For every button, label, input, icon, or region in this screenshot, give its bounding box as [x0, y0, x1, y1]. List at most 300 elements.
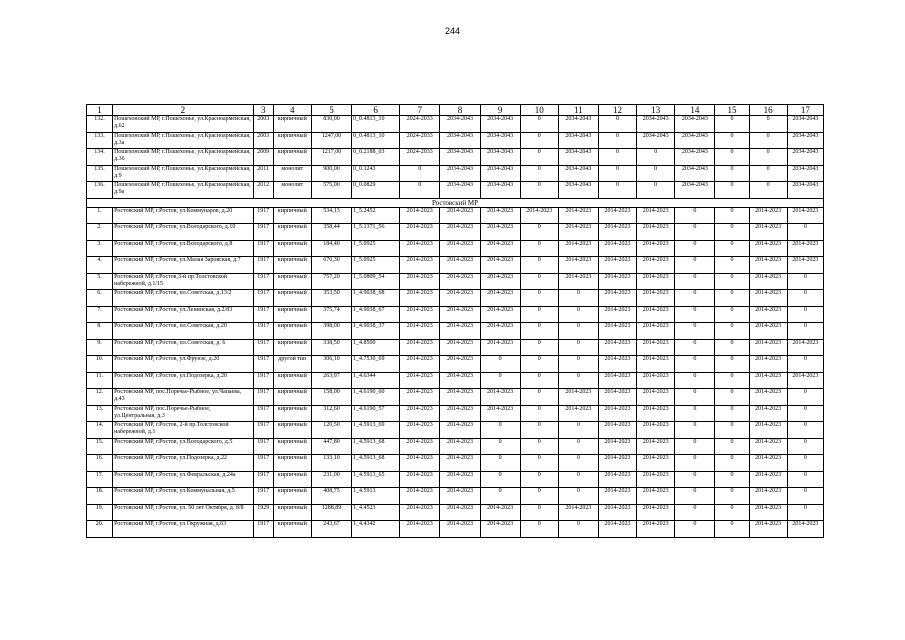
table-cell: 2014-2023 — [749, 372, 787, 389]
table-cell: 0 — [520, 356, 558, 373]
column-header-5: 5 — [311, 105, 351, 116]
column-header-8: 8 — [440, 105, 480, 116]
table-cell: 2003 — [253, 132, 273, 149]
column-header-11: 11 — [558, 105, 598, 116]
table-cell: 2014-2023 — [637, 240, 675, 257]
table-cell: 1917 — [253, 471, 273, 488]
table-cell: 2014-2023 — [480, 389, 520, 406]
table-cell: 447,80 — [311, 438, 351, 455]
table-cell: 2034-2043 — [558, 165, 598, 182]
table-cell: 1917 — [253, 405, 273, 422]
table-cell: 2034-2043 — [480, 182, 520, 199]
table-cell: 3. — [87, 240, 113, 257]
table-cell: 0 — [715, 405, 749, 422]
table-cell: 2014-2023 — [400, 471, 440, 488]
table-cell: 0 — [715, 257, 749, 274]
table-cell: 0 — [715, 224, 749, 241]
table-cell: 0 — [598, 165, 636, 182]
table-cell: 2014-2023 — [440, 356, 480, 373]
table-cell: 0 — [675, 306, 715, 323]
table-cell: 11. — [87, 372, 113, 389]
table-cell: 2014-2023 — [400, 488, 440, 505]
table-cell: 2014-2023 — [637, 372, 675, 389]
table-cell: 2014-2023 — [637, 504, 675, 521]
table-cell: 2014-2023 — [400, 438, 440, 455]
table-cell: 2014-2023 — [637, 405, 675, 422]
table-cell: 1917 — [253, 323, 273, 340]
column-header-7: 7 — [400, 105, 440, 116]
table-cell: 8. — [87, 323, 113, 340]
table-cell: 0 — [637, 165, 675, 182]
table-cell: 2014-2023 — [637, 488, 675, 505]
table-cell: 2014-2023 — [749, 504, 787, 521]
table-cell: 0 — [480, 372, 520, 389]
table-cell: 0 — [675, 257, 715, 274]
table-cell: 133. — [87, 132, 113, 149]
table-cell: 2014-2023 — [749, 521, 787, 538]
table-cell: 2014-2023 — [749, 488, 787, 505]
table-cell: 1917 — [253, 356, 273, 373]
table-cell: 2014-2023 — [480, 290, 520, 307]
table-row — [87, 165, 824, 182]
table-cell: 2014-2023 — [749, 339, 787, 356]
table-cell: 2014-2023 — [637, 323, 675, 340]
column-header-9: 9 — [480, 105, 520, 116]
table-cell: 2014-2023 — [598, 372, 636, 389]
table-cell: 0 — [787, 273, 823, 290]
table-cell: 2014-2023 — [558, 240, 598, 257]
table-cell: 2014-2023 — [749, 455, 787, 472]
table-cell: 2014-2023 — [480, 504, 520, 521]
table-cell: 0 — [520, 306, 558, 323]
table-cell: 0 — [520, 323, 558, 340]
table-cell: 2034-2043 — [440, 182, 480, 199]
column-header-10: 10 — [520, 105, 558, 116]
table-cell: кирпичный — [273, 339, 311, 356]
table-cell: 2014-2023 — [400, 356, 440, 373]
table-cell: 0 — [520, 422, 558, 439]
table-cell: 20. — [87, 521, 113, 538]
table-cell: 0 — [598, 149, 636, 166]
table-row — [87, 149, 824, 166]
table-cell: 2014-2023 — [749, 471, 787, 488]
table-cell: 2014-2023 — [598, 389, 636, 406]
table-cell: 2014-2023 — [558, 207, 598, 224]
table-row — [87, 290, 824, 307]
table-cell: 2014-2023 — [749, 240, 787, 257]
table-cell: 1917 — [253, 240, 273, 257]
table-cell: 0 — [715, 182, 749, 199]
table-cell: 2034-2043 — [675, 132, 715, 149]
table-cell: 1_5.0925 — [352, 240, 400, 257]
table-cell: 0 — [715, 240, 749, 257]
table-cell: 0 — [715, 521, 749, 538]
table-cell: 0 — [520, 116, 558, 133]
table-cell: 6. — [87, 290, 113, 307]
table-cell: 158,00 — [311, 389, 351, 406]
table-cell: 0_0.0829 — [352, 182, 400, 199]
table-cell: 2014-2023 — [637, 224, 675, 241]
table-cell: 2003 — [253, 116, 273, 133]
table-cell: 2014-2023 — [558, 224, 598, 241]
table-cell: 2014-2023 — [440, 224, 480, 241]
table-cell: 2014-2023 — [400, 504, 440, 521]
table-cell: кирпичный — [273, 504, 311, 521]
table-row — [87, 422, 824, 439]
table-cell: 2014-2023 — [400, 224, 440, 241]
table-cell: кирпичный — [273, 207, 311, 224]
table-cell: 1917 — [253, 488, 273, 505]
table-cell: Пошехонский МР, г.Пошехонье, ул.Красноармейская, д.3а — [113, 132, 254, 149]
table-cell: 2034-2043 — [675, 149, 715, 166]
table-cell: 2014-2023 — [558, 389, 598, 406]
table-cell: 0 — [787, 290, 823, 307]
table-cell: 0_0.4813_10 — [352, 116, 400, 133]
table-cell: 0 — [520, 389, 558, 406]
table-cell: Ростовский МР, г.Ростов, ул.Подозерка, д.20 — [113, 372, 254, 389]
table-cell: Ростовский МР, г.Ростов, ул.Малая Заровская, д.7 — [113, 257, 254, 274]
table-cell: кирпичный — [273, 471, 311, 488]
table-cell: 0 — [715, 422, 749, 439]
table-cell: 0 — [675, 389, 715, 406]
table-cell: 1917 — [253, 521, 273, 538]
table-cell: 0 — [675, 224, 715, 241]
table-cell: кирпичный — [273, 273, 311, 290]
table-cell: 0 — [558, 323, 598, 340]
table-cell: Пошехонский МР, г.Пошехонье, ул.Красноармейская, д.9а — [113, 182, 254, 199]
table-cell: 134. — [87, 149, 113, 166]
table-cell: 2034-2043 — [558, 116, 598, 133]
table-cell: 2014-2023 — [400, 257, 440, 274]
column-header-3: 3 — [253, 105, 273, 116]
table-cell: 1917 — [253, 257, 273, 274]
table-cell: кирпичный — [273, 149, 311, 166]
column-header-14: 14 — [675, 105, 715, 116]
table-cell: Ростовский МР, г.Ростов, ул.Коммунаров, д.20 — [113, 207, 254, 224]
table-cell: 9. — [87, 339, 113, 356]
table-cell: другой тип — [273, 356, 311, 373]
table-cell: 0 — [558, 290, 598, 307]
table-cell: 2011 — [253, 165, 273, 182]
table-cell: 0 — [520, 438, 558, 455]
table-cell: 133,10 — [311, 455, 351, 472]
table-cell: 1. — [87, 207, 113, 224]
table-row — [87, 240, 824, 257]
table-cell: 1917 — [253, 422, 273, 439]
table-cell: 0 — [715, 306, 749, 323]
table-cell: 13. — [87, 405, 113, 422]
table-cell: Ростовский МР, г.Ростов, ул.Фрунзе, д.20 — [113, 356, 254, 373]
table-cell: 2014-2023 — [637, 273, 675, 290]
table-cell: кирпичный — [273, 488, 311, 505]
table-cell: 2014-2023 — [400, 455, 440, 472]
table-cell: 14. — [87, 422, 113, 439]
table-cell: 2014-2023 — [440, 306, 480, 323]
table-cell: 0 — [675, 339, 715, 356]
table-cell: 0 — [787, 356, 823, 373]
table-cell: 2014-2023 — [480, 521, 520, 538]
table-cell: 0 — [715, 471, 749, 488]
table-cell: 2014-2023 — [749, 207, 787, 224]
table-cell: 0 — [675, 356, 715, 373]
table-cell: 2014-2023 — [480, 257, 520, 274]
table-cell: 2014-2023 — [637, 207, 675, 224]
table-cell: 2014-2023 — [598, 323, 636, 340]
table-cell: 231,00 — [311, 471, 351, 488]
table-cell: Ростовский МР, г.Ростов, ул.Ленинская, д.2/83 — [113, 306, 254, 323]
table-cell: 2014-2023 — [749, 422, 787, 439]
table-cell: 358,44 — [311, 224, 351, 241]
table-cell: 2014-2023 — [598, 257, 636, 274]
table-cell: 0 — [787, 405, 823, 422]
table-row — [87, 356, 824, 373]
table-cell: 353,50 — [311, 290, 351, 307]
table-cell: 15. — [87, 438, 113, 455]
table-cell: 0 — [675, 504, 715, 521]
table-cell: 830,00 — [311, 116, 351, 133]
table-cell: 2014-2023 — [598, 224, 636, 241]
table-cell: 0 — [749, 165, 787, 182]
table-cell: 0 — [400, 182, 440, 199]
table-cell: 2014-2023 — [400, 422, 440, 439]
table-cell: 10. — [87, 356, 113, 373]
table-row — [87, 405, 824, 422]
table-cell: 2014-2023 — [440, 504, 480, 521]
table-cell: 2014-2023 — [400, 290, 440, 307]
column-header-6: 6 — [352, 105, 400, 116]
table-cell: 2034-2043 — [637, 116, 675, 133]
table-cell: 0 — [558, 422, 598, 439]
table-cell: Ростовский МР, г.Ростов, пл.Советская, д. 6 — [113, 339, 254, 356]
table-cell: 0 — [715, 504, 749, 521]
table-cell: Пошехонский МР, г.Пошехонье, ул.Красноармейская, д.62 — [113, 116, 254, 133]
table-cell: 0 — [715, 149, 749, 166]
table-cell: 338,50 — [311, 339, 351, 356]
table-cell: 2014-2023 — [440, 455, 480, 472]
table-cell: 2014-2023 — [787, 521, 823, 538]
table-cell: 2014-2023 — [440, 521, 480, 538]
table-cell: 2014-2023 — [749, 389, 787, 406]
table-cell: 0 — [675, 521, 715, 538]
table-cell: 0 — [480, 471, 520, 488]
table-cell: 1217,00 — [311, 149, 351, 166]
table-cell: 2014-2023 — [598, 504, 636, 521]
table-cell: 2014-2023 — [749, 323, 787, 340]
column-header-17: 17 — [787, 105, 823, 116]
table-cell: 0 — [598, 182, 636, 199]
table-cell: 0 — [520, 240, 558, 257]
table-cell: 0 — [715, 389, 749, 406]
table-cell: 2014-2023 — [440, 273, 480, 290]
table-cell: кирпичный — [273, 132, 311, 149]
table-cell: 1_4.9038_68 — [352, 290, 400, 307]
table-cell: 2014-2023 — [637, 339, 675, 356]
table-cell: 2014-2023 — [558, 273, 598, 290]
table-cell: 2034-2043 — [787, 182, 823, 199]
table-cell: 0 — [675, 372, 715, 389]
table-cell: 1_4.9038_67 — [352, 306, 400, 323]
table-cell: 2014-2023 — [480, 339, 520, 356]
table-cell: 0 — [558, 372, 598, 389]
table-cell: Пошехонский МР, г.Пошехонье, ул.Красноармейская, д.9 — [113, 165, 254, 182]
column-header-12: 12 — [598, 105, 636, 116]
table-cell: 0 — [675, 405, 715, 422]
table-cell: 2014-2023 — [480, 240, 520, 257]
table-cell: кирпичный — [273, 116, 311, 133]
table-cell: Ростовский МР, г.Ростов, 2-й пр.Толстовской набережной, д.1 — [113, 422, 254, 439]
table-cell: 2014-2023 — [400, 273, 440, 290]
table-cell: 0 — [558, 438, 598, 455]
table-cell: Ростовский МР, пос.Поречье-Рыбное, ул.Чапаева, д.43 — [113, 389, 254, 406]
table-cell: 2034-2043 — [787, 149, 823, 166]
table-cell: 534,13 — [311, 207, 351, 224]
table-cell: 2014-2023 — [749, 306, 787, 323]
table-row — [87, 504, 824, 521]
table-cell: 1917 — [253, 372, 273, 389]
table-cell: 2014-2023 — [480, 323, 520, 340]
table-cell: кирпичный — [273, 290, 311, 307]
table-cell: кирпичный — [273, 323, 311, 340]
table-cell: 2014-2023 — [598, 207, 636, 224]
table-cell: 2014-2023 — [480, 224, 520, 241]
table-cell: 0 — [480, 488, 520, 505]
table-cell: 2014-2023 — [400, 323, 440, 340]
table-cell: 1917 — [253, 273, 273, 290]
table-cell: 17. — [87, 471, 113, 488]
column-header-4: 4 — [273, 105, 311, 116]
table-cell: 0 — [715, 207, 749, 224]
table-cell: 0 — [787, 422, 823, 439]
table-row — [87, 224, 824, 241]
table-cell: 2014-2023 — [598, 455, 636, 472]
table-cell: 0 — [787, 306, 823, 323]
table-row — [87, 438, 824, 455]
table-cell: 2034-2043 — [440, 132, 480, 149]
table-cell: 575,00 — [311, 182, 351, 199]
table-cell: 1_4.5913_69 — [352, 422, 400, 439]
table-cell: 0 — [787, 471, 823, 488]
table-cell: кирпичный — [273, 405, 311, 422]
table-cell: 2014-2023 — [637, 290, 675, 307]
table-cell: 0 — [675, 455, 715, 472]
table-cell: 184,40 — [311, 240, 351, 257]
table-cell: 2014-2023 — [637, 389, 675, 406]
table-cell: 2014-2023 — [480, 273, 520, 290]
table-cell: кирпичный — [273, 224, 311, 241]
table-cell: 243,67 — [311, 521, 351, 538]
table-cell: 0 — [520, 165, 558, 182]
table-cell: 0 — [480, 422, 520, 439]
table-cell: 0 — [715, 273, 749, 290]
table-cell: 0 — [715, 372, 749, 389]
column-header-16: 16 — [749, 105, 787, 116]
table-cell: 2014-2023 — [400, 372, 440, 389]
table-cell: 2. — [87, 224, 113, 241]
table-cell: Ростовский МР, г.Ростов, ул.Володарского, д.10 — [113, 224, 254, 241]
table-cell: 0 — [715, 165, 749, 182]
table-cell: 0 — [715, 356, 749, 373]
table-cell: Ростовский МР, г.Ростов, ул.Коммунальная, д.5 — [113, 488, 254, 505]
table-cell: 1_4.6190_57 — [352, 405, 400, 422]
table-cell: 0 — [675, 488, 715, 505]
table-cell: 0 — [520, 521, 558, 538]
table-cell: 2024-2033 — [400, 149, 440, 166]
table-cell: 1_4.9038_37 — [352, 323, 400, 340]
table-cell: 2014-2023 — [637, 455, 675, 472]
repair-schedule-table — [86, 104, 824, 538]
column-number-header — [87, 105, 824, 116]
table-cell: 2014-2023 — [598, 521, 636, 538]
table-cell: 0 — [520, 372, 558, 389]
table-cell: 0 — [598, 132, 636, 149]
table-cell: 2014-2023 — [440, 257, 480, 274]
table-cell: 4. — [87, 257, 113, 274]
table-cell: 2014-2023 — [787, 257, 823, 274]
table-cell: 1_4.5913_68 — [352, 455, 400, 472]
table-cell: 2034-2043 — [787, 165, 823, 182]
table-cell: кирпичный — [273, 389, 311, 406]
table-cell: 2034-2043 — [675, 182, 715, 199]
table-cell: монолит — [273, 182, 311, 199]
table-cell: 0 — [715, 132, 749, 149]
table-cell: 2014-2023 — [480, 207, 520, 224]
table-cell: 2014-2023 — [749, 257, 787, 274]
table-cell: 0 — [558, 471, 598, 488]
table-cell: 0 — [787, 455, 823, 472]
table-cell: 2014-2023 — [749, 438, 787, 455]
table-cell: 0 — [787, 224, 823, 241]
table-cell: 2014-2023 — [637, 422, 675, 439]
table-cell: 2034-2043 — [637, 132, 675, 149]
table-cell: 0_0.1243 — [352, 165, 400, 182]
table-cell: 2014-2023 — [598, 290, 636, 307]
table-cell: 1917 — [253, 224, 273, 241]
table-cell: Ростовский МР, г.Ростов, ул.Володарского, д.8 — [113, 240, 254, 257]
table-cell: 2024-2033 — [400, 116, 440, 133]
table-cell: 0 — [715, 438, 749, 455]
table-row — [87, 116, 824, 133]
table-cell: 0 — [675, 438, 715, 455]
table-cell: 0 — [520, 488, 558, 505]
table-cell: 2014-2023 — [440, 339, 480, 356]
table-cell: 2014-2023 — [400, 389, 440, 406]
table-cell: 16. — [87, 455, 113, 472]
table-cell: 2034-2043 — [480, 149, 520, 166]
table-cell: 0 — [787, 438, 823, 455]
table-cell: Пошехонский МР, г.Пошехонье, ул.Красноармейская, д.36 — [113, 149, 254, 166]
table-cell: Ростовский МР, г.Ростов, пл.Советская, д.20 — [113, 323, 254, 340]
table-cell: 1_4.4342 — [352, 521, 400, 538]
table-cell: 2014-2023 — [598, 273, 636, 290]
table-cell: 120,50 — [311, 422, 351, 439]
column-header-13: 13 — [637, 105, 675, 116]
table-cell: 2014-2023 — [637, 471, 675, 488]
table-cell: 2014-2023 — [440, 290, 480, 307]
table-cell: 0_0.2188_03 — [352, 149, 400, 166]
table-cell: кирпичный — [273, 306, 311, 323]
table-cell: 2014-2023 — [598, 422, 636, 439]
table-cell: 0 — [480, 455, 520, 472]
table-cell: 2014-2023 — [598, 471, 636, 488]
table-cell: 2034-2043 — [675, 116, 715, 133]
table-cell: Ростовский МР, г.Ростов, ул. 50 лет Октября, д. 8/8 — [113, 504, 254, 521]
table-cell: 2014-2023 — [520, 207, 558, 224]
table-cell: 2034-2043 — [787, 116, 823, 133]
table-cell: 2034-2043 — [558, 149, 598, 166]
table-cell: 1_4.5913_68 — [352, 438, 400, 455]
table-cell: 2024-2033 — [400, 132, 440, 149]
table-cell: 2034-2043 — [440, 165, 480, 182]
